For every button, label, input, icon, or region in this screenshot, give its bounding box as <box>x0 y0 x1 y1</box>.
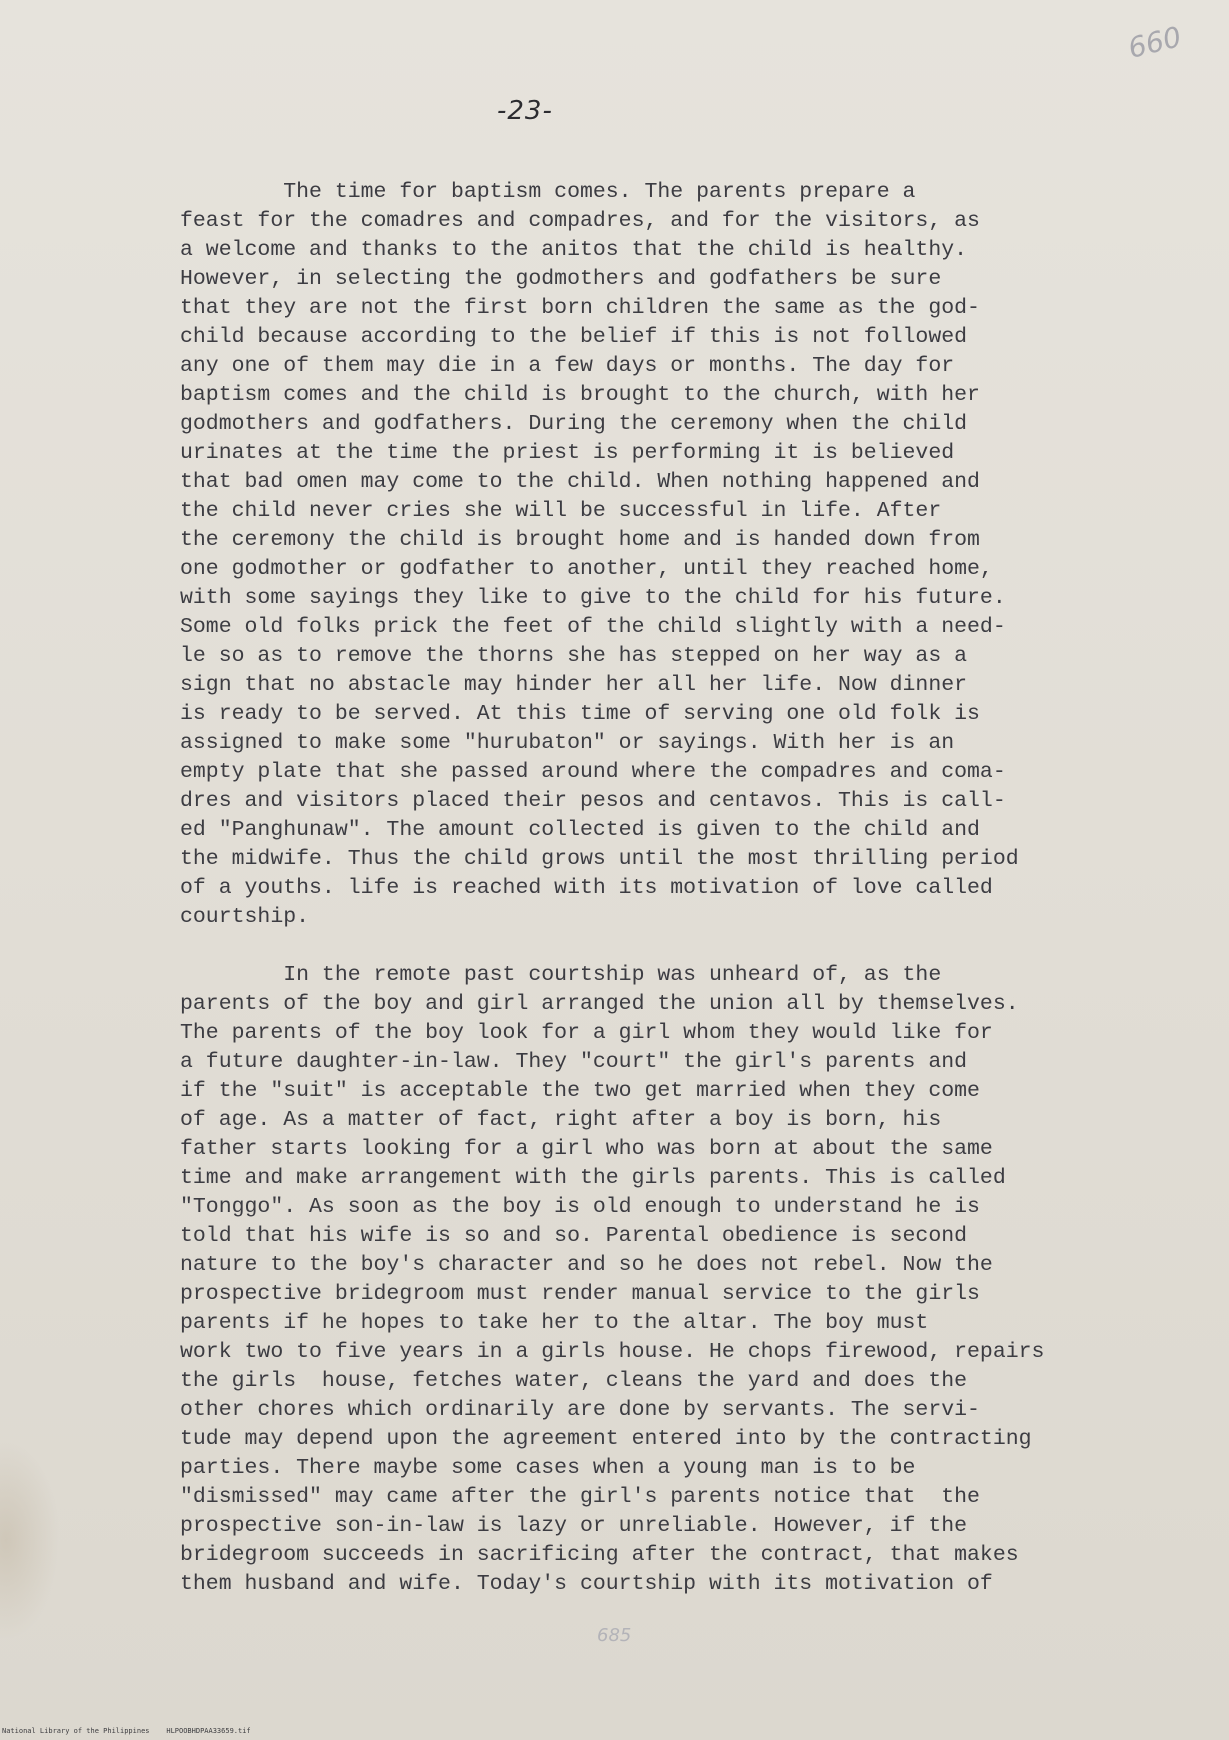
text-line: time and make arrangement with the girls parents. This is called <box>180 1166 1006 1190</box>
text-line: "dismissed" may came after the girl's parents notice that the <box>180 1485 980 1509</box>
paragraph <box>180 178 1190 932</box>
typed-text-body <box>180 178 1190 1599</box>
text-line: with some sayings they like to give to the child for his future. <box>180 586 1006 610</box>
text-line: that bad omen may come to the child. When nothing happened and <box>180 470 980 494</box>
bottom-page-number: 685 <box>597 1625 632 1646</box>
text-line: is ready to be served. At this time of serving one old folk is <box>180 702 980 726</box>
text-line: the girls house, fetches water, cleans the yard and does the <box>180 1369 968 1393</box>
text-line: empty plate that she passed around where the compadres and coma- <box>180 760 1006 784</box>
text-line: other chores which ordinarily are done by servants. The servi- <box>180 1398 980 1422</box>
text-line: parties. There maybe some cases when a young man is to be <box>180 1456 916 1480</box>
text-line: assigned to make some "hurubaton" or sayings. With her is an <box>180 731 955 755</box>
text-line: sign that no abstacle may hinder her all her life. Now dinner <box>180 673 968 697</box>
text-line: of age. As a matter of fact, right after a boy is born, his <box>180 1108 942 1132</box>
text-line: a welcome and thanks to the anitos that the child is healthy. <box>180 238 968 262</box>
text-line: child because according to the belief if this is not followed <box>180 325 968 349</box>
text-line: father starts looking for a girl who was born at about the same <box>180 1137 993 1161</box>
source-footer: National Library of the Philippines HLPOOBHDPAA33659.tif <box>2 1727 251 1735</box>
text-line: the ceremony the child is brought home and is handed down from <box>180 528 980 552</box>
paper-stain <box>0 1440 60 1640</box>
text-line: them husband and wife. Today's courtship with its motivation of <box>180 1572 993 1596</box>
paragraph <box>180 961 1190 1599</box>
text-line: ed "Panghunaw". The amount collected is given to the child and <box>180 818 980 842</box>
text-line: tude may depend upon the agreement entered into by the contracting <box>180 1427 1032 1451</box>
text-line: work two to five years in a girls house. He chops firewood, repairs <box>180 1340 1045 1364</box>
text-line: of a youths. life is reached with its motivation of love called <box>180 876 993 900</box>
text-line: any one of them may die in a few days or months. The day for <box>180 354 955 378</box>
text-line: bridegroom succeeds in sacrificing after the contract, that makes <box>180 1543 1019 1567</box>
archive-page-number: 660 <box>1124 20 1185 65</box>
text-line: In the remote past courtship was unheard of, as the <box>180 963 942 987</box>
text-line: parents of the boy and girl arranged the union all by themselves. <box>180 992 1019 1016</box>
text-line: However, in selecting the godmothers and godfathers be sure <box>180 267 942 291</box>
text-line: feast for the comadres and compadres, and for the visitors, as <box>180 209 980 233</box>
text-line: prospective son-in-law is lazy or unreliable. However, if the <box>180 1514 968 1538</box>
text-line: nature to the boy's character and so he does not rebel. Now the <box>180 1253 993 1277</box>
text-line: if the "suit" is acceptable the two get married when they come <box>180 1079 980 1103</box>
text-line: the midwife. Thus the child grows until the most thrilling period <box>180 847 1019 871</box>
text-line: told that his wife is so and so. Parental obedience is second <box>180 1224 968 1248</box>
text-line: godmothers and godfathers. During the ceremony when the child <box>180 412 968 436</box>
text-line: Some old folks prick the feet of the child slightly with a need- <box>180 615 1006 639</box>
text-line: le so as to remove the thorns she has stepped on her way as a <box>180 644 968 668</box>
page-number: -23- <box>497 96 553 126</box>
text-line: parents if he hopes to take her to the altar. The boy must <box>180 1311 929 1335</box>
text-line: that they are not the first born children the same as the god- <box>180 296 980 320</box>
text-line: "Tonggo". As soon as the boy is old enough to understand he is <box>180 1195 980 1219</box>
text-line: courtship. <box>180 905 310 929</box>
text-line: prospective bridegroom must render manual service to the girls <box>180 1282 980 1306</box>
text-line: the child never cries she will be successful in life. After <box>180 499 942 523</box>
text-line: baptism comes and the child is brought to the church, with her <box>180 383 980 407</box>
text-line: The parents of the boy look for a girl whom they would like for <box>180 1021 993 1045</box>
paragraph-container <box>180 178 1190 1599</box>
text-line: a future daughter-in-law. They "court" the girl's parents and <box>180 1050 968 1074</box>
text-line: urinates at the time the priest is performing it is believed <box>180 441 955 465</box>
paragraph-gap <box>180 932 1190 961</box>
text-line: one godmother or godfather to another, until they reached home, <box>180 557 993 581</box>
text-line: The time for baptism comes. The parents prepare a <box>180 180 916 204</box>
text-line: dres and visitors placed their pesos and centavos. This is call- <box>180 789 1006 813</box>
